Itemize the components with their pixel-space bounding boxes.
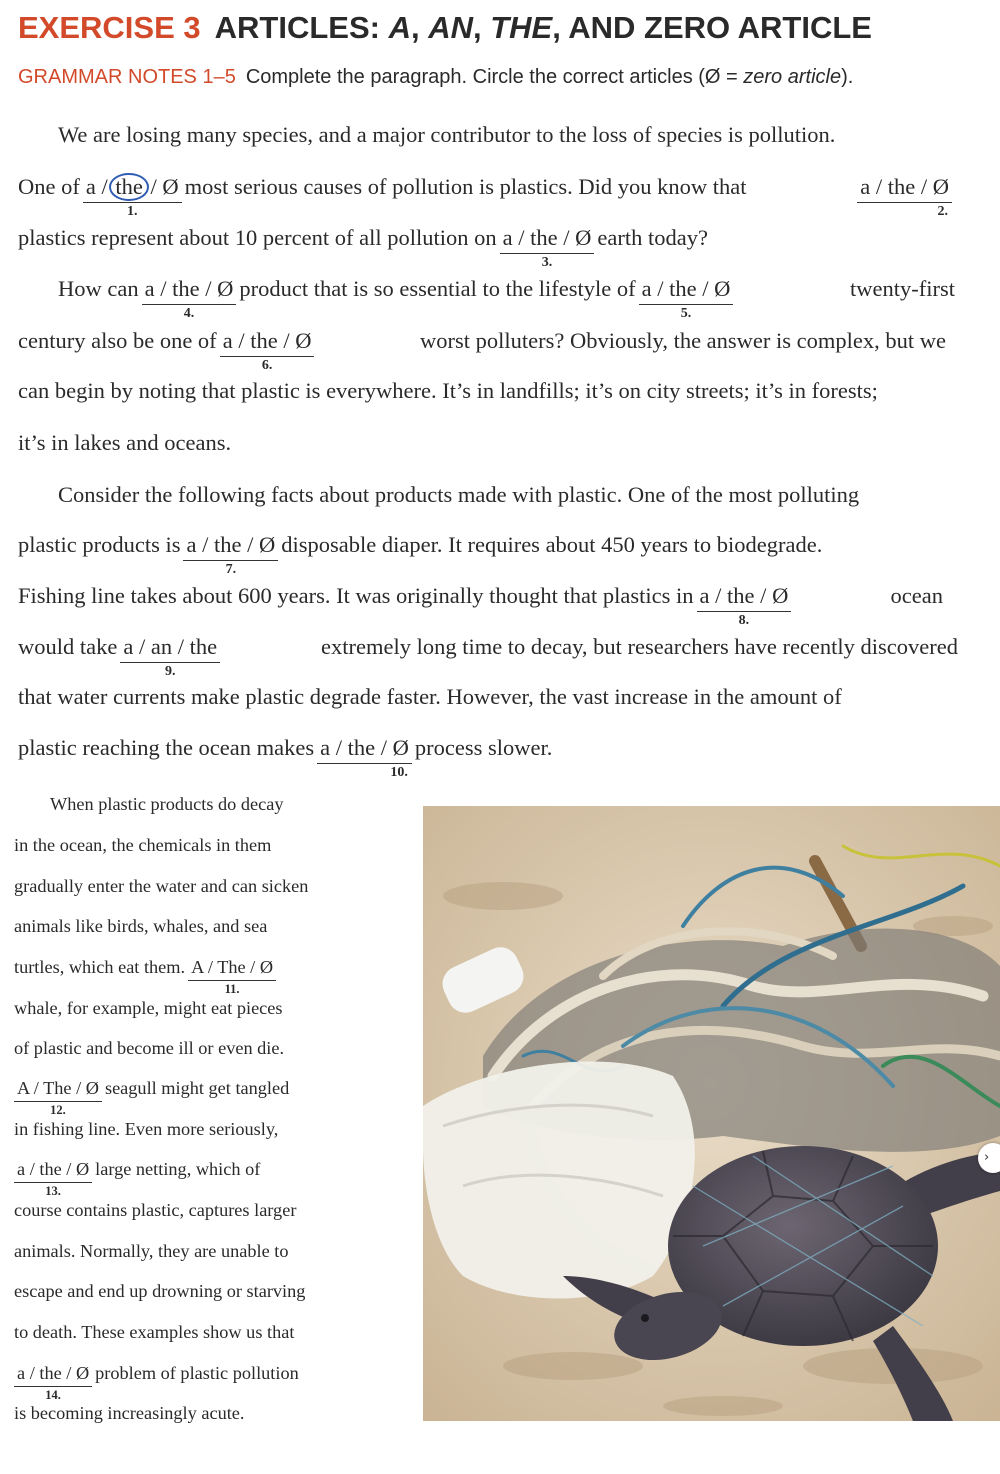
paragraph-line: of plastic and become ill or even die.: [14, 1038, 285, 1058]
paragraph-line: When plastic products do decay: [50, 794, 284, 814]
choice-separator: /: [199, 276, 218, 301]
choice-separator: /: [95, 174, 114, 199]
choice-separator: /: [557, 225, 576, 250]
exercise-heading: ARTICLES: A, AN, THE, AND ZERO ARTICLE: [214, 10, 872, 45]
paragraph-line: We are losing many species, and a major contributor to the loss of species is pollution.: [58, 122, 836, 147]
choice-separator: /: [241, 532, 260, 557]
choice-separator: /: [870, 174, 888, 199]
paragraph-line: whale, for example, might eat pieces: [14, 998, 283, 1018]
answer-blank-2[interactable]: [857, 172, 952, 219]
article-choice[interactable]: Ø: [75, 1159, 90, 1179]
paragraph-line: would take a / an / the 9. extremely long time to decay, but researchers have recently discovered: [18, 634, 958, 679]
article-choice[interactable]: The: [43, 1078, 72, 1098]
paragraph-line: escape and end up drowning or starving: [14, 1281, 306, 1301]
article-choice[interactable]: Ø: [575, 225, 592, 250]
article-choice[interactable]: Ø: [85, 1078, 99, 1098]
blank-number: 10.: [390, 765, 408, 780]
choice-separator: /: [61, 1363, 76, 1383]
article-choice[interactable]: the: [39, 1363, 62, 1383]
choice-separator: /: [915, 174, 933, 199]
article-choice[interactable]: Ø: [217, 276, 234, 301]
choice-separator: /: [651, 276, 670, 301]
paragraph-line: in fishing line. Even more seriously,: [14, 1119, 279, 1139]
answer-blank-3[interactable]: [500, 223, 595, 270]
blank-number: 7.: [225, 562, 237, 577]
article-choice[interactable]: an: [150, 634, 173, 659]
paragraph-line: plastic reaching the ocean makes a / the / Ø 10. process slower.: [18, 735, 553, 780]
paragraph-line: turtles, which eat them. A / The / Ø 11.: [14, 954, 279, 981]
article-choice[interactable]: a: [641, 276, 652, 301]
article-choice[interactable]: the: [887, 174, 916, 199]
grammar-notes-label: GRAMMAR NOTES 1–5: [18, 66, 236, 88]
paragraph-line: gradually enter the water and can sicken: [14, 876, 309, 896]
choice-separator: /: [245, 957, 260, 977]
blank-number: 2.: [937, 204, 948, 219]
choice-separator: /: [154, 276, 173, 301]
blank-number: 6.: [261, 358, 273, 373]
article-choice[interactable]: a: [502, 225, 513, 250]
choice-separator: /: [203, 957, 218, 977]
blank-number: 5.: [680, 306, 692, 321]
article-choice[interactable]: a: [320, 735, 331, 760]
paragraph-line: How can a / the / Ø 4. product that is so essential to the lifestyle of a / the / Ø 5. twenty-first: [58, 276, 955, 321]
article-choice[interactable]: Ø: [932, 174, 949, 199]
choice-separator: /: [232, 328, 251, 353]
exercise-title: [18, 10, 872, 46]
paragraph-line: Consider the following facts about products made with plastic. One of the most polluting: [58, 482, 860, 507]
article-choice[interactable]: A: [191, 957, 204, 977]
answer-blank-1[interactable]: [83, 172, 182, 219]
article-choice[interactable]: a: [17, 1159, 26, 1179]
answer-blank-12[interactable]: [14, 1075, 102, 1117]
choice-separator: /: [375, 735, 393, 760]
answer-blank-11[interactable]: [188, 954, 276, 996]
article-choice[interactable]: Ø: [772, 583, 789, 608]
article-choice[interactable]: Ø: [295, 328, 312, 353]
blank-number: 1.: [127, 204, 138, 219]
article-choice[interactable]: a: [85, 174, 96, 199]
choice-separator: /: [61, 1159, 76, 1179]
blank-number: 12.: [50, 1103, 66, 1117]
choice-separator: /: [330, 735, 348, 760]
article-choice[interactable]: a: [699, 583, 710, 608]
article-choice[interactable]: Ø: [75, 1363, 90, 1383]
choice-separator: /: [29, 1078, 44, 1098]
paragraph-line: can begin by noting that plastic is everywhere. It’s in landfills; it’s on city streets; it’s in forests;: [18, 378, 878, 403]
choice-separator: /: [71, 1078, 86, 1098]
article-choice[interactable]: a: [860, 174, 871, 199]
article-choice[interactable]: the: [172, 276, 200, 301]
choice-separator: /: [709, 583, 728, 608]
article-choice[interactable]: the: [189, 634, 218, 659]
paragraph-line: plastic products is a / the / Ø 7. disposable diaper. It requires about 450 years to biodegrade.: [18, 532, 823, 577]
answer-blank-7[interactable]: [183, 530, 278, 577]
choice-separator: /: [512, 225, 531, 250]
paragraph-line: A / The / Ø 12. seagull might get tangled: [14, 1075, 289, 1102]
article-choice[interactable]: a: [222, 328, 233, 353]
blank-number: 4.: [183, 306, 195, 321]
blank-number: 8.: [738, 613, 750, 628]
sea-turtle-with-plastic-net-icon: [423, 806, 1000, 1421]
choice-separator: /: [696, 276, 715, 301]
paragraph-line: is becoming increasingly acute.: [14, 1403, 245, 1423]
paragraph-line: animals. Normally, they are unable to: [14, 1241, 289, 1261]
article-choice[interactable]: a: [186, 532, 197, 557]
exercise-label: EXERCISE 3: [18, 10, 201, 45]
choice-separator: /: [196, 532, 214, 557]
article-choice[interactable]: the: [669, 276, 697, 301]
article-choice[interactable]: The: [217, 957, 246, 977]
answer-blank-6[interactable]: [220, 326, 315, 373]
choice-separator: /: [25, 1363, 40, 1383]
paragraph-line: to death. These examples show us that: [14, 1322, 295, 1342]
answer-blank-10[interactable]: [317, 733, 412, 780]
paragraph-line: One of a / the / Ø 1. most serious causes of pollution is plastics. Did you know that a / the / Ø 2.: [18, 172, 955, 203]
answer-blank-8[interactable]: [697, 581, 792, 628]
paragraph-line: a / the / Ø 13. large netting, which of: [14, 1156, 260, 1183]
circled-answer[interactable]: the: [109, 173, 149, 201]
choice-separator: /: [172, 634, 190, 659]
article-choice[interactable]: the: [214, 532, 242, 557]
article-choice[interactable]: a: [123, 634, 134, 659]
blank-number: 3.: [541, 255, 553, 270]
sea-turtle-photo: [423, 806, 1000, 1421]
choice-separator: /: [277, 328, 296, 353]
choice-separator: /: [144, 174, 163, 199]
instructions: [18, 66, 853, 89]
article-choice[interactable]: Ø: [259, 957, 274, 977]
paragraph-line: a / the / Ø 14. problem of plastic pollution: [14, 1360, 299, 1387]
article-choice[interactable]: Ø: [714, 276, 731, 301]
article-choice[interactable]: the: [530, 225, 558, 250]
article-choice[interactable]: the: [39, 1159, 62, 1179]
paragraph-line: it’s in lakes and oceans.: [18, 430, 232, 455]
choice-separator: /: [754, 583, 773, 608]
answer-blank-13[interactable]: [14, 1156, 92, 1198]
article-choice[interactable]: the: [727, 583, 755, 608]
blank-number: 11.: [224, 982, 240, 996]
paragraph-line: course contains plastic, captures larger: [14, 1200, 297, 1220]
article-choice[interactable]: the: [347, 735, 376, 760]
answer-blank-9[interactable]: [120, 632, 220, 679]
paragraph-line: animals like birds, whales, and sea: [14, 916, 268, 936]
paragraph-line: that water currents make plastic degrade faster. However, the vast increase in the amount of: [18, 684, 842, 709]
blank-number: 13.: [45, 1184, 61, 1198]
answer-blank-5[interactable]: [639, 274, 734, 321]
paragraph-line: plastics represent about 10 percent of all pollution on a / the / Ø 3. earth today?: [18, 225, 708, 270]
choice-separator: /: [25, 1159, 40, 1179]
paragraph-line: in the ocean, the chemicals in them: [14, 835, 272, 855]
paragraph-line: Fishing line takes about 600 years. It was originally thought that plastics in a / the / Ø 8. ocean: [18, 583, 943, 628]
article-choice[interactable]: the: [250, 328, 278, 353]
answer-blank-14[interactable]: [14, 1360, 92, 1402]
blank-number: 9.: [165, 664, 176, 679]
article-choice[interactable]: a: [144, 276, 155, 301]
choice-separator: /: [133, 634, 151, 659]
paragraph-line: century also be one of a / the / Ø 6. worst polluters? Obviously, the answer is complex, but we: [18, 328, 946, 373]
article-choice[interactable]: a: [17, 1363, 26, 1383]
article-choice[interactable]: Ø: [162, 174, 179, 199]
article-choice[interactable]: Ø: [392, 735, 409, 760]
instruction-text: Complete the paragraph. Circle the correct articles (Ø = zero article).: [245, 66, 854, 88]
next-arrow-button[interactable]: ›: [978, 1143, 1000, 1173]
answer-blank-4[interactable]: [142, 274, 237, 321]
article-choice[interactable]: A: [17, 1078, 30, 1098]
article-choice[interactable]: Ø: [259, 532, 276, 557]
blank-number: 14.: [45, 1388, 61, 1402]
